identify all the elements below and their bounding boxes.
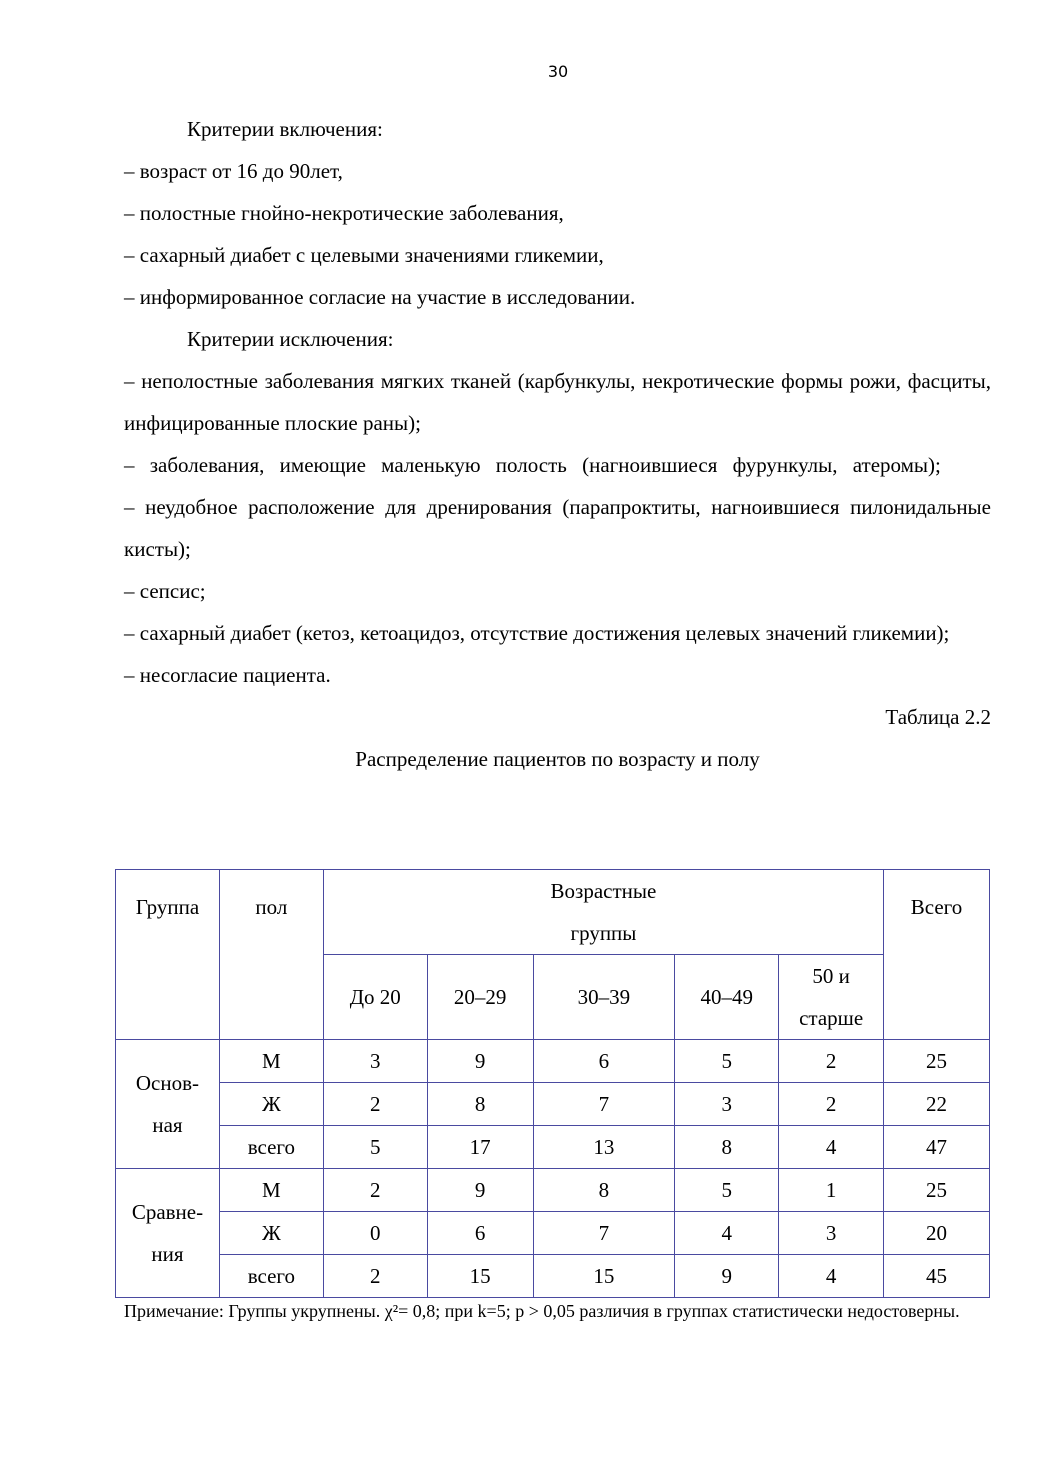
row-total: 45 [884, 1255, 990, 1298]
row-sex: М [219, 1169, 323, 1212]
table-cell: 8 [533, 1169, 675, 1212]
document-body [124, 108, 991, 780]
header-total: Всего [884, 870, 990, 1040]
header-sex: пол [219, 870, 323, 1040]
table-cell: 2 [779, 1083, 884, 1126]
table-cell: 2 [323, 1255, 427, 1298]
row-sex: Ж [219, 1083, 323, 1126]
group-name: Основ- ная [116, 1040, 220, 1169]
table-title: Распределение пациентов по возрасту и полу [355, 747, 760, 771]
table-cell: 7 [533, 1083, 675, 1126]
table-cell: 1 [779, 1169, 884, 1212]
exclusion-item: – неполостные заболевания мягких тканей (карбункулы, некротические формы рожи, фасциты, инфицированные плоские раны); [124, 369, 991, 435]
exclusion-item: – неудобное расположение для дренирования (парапроктиты, нагноившиеся пилонидальные кисты); [124, 495, 991, 561]
inclusion-item: – информированное согласие на участие в исследовании. [124, 285, 636, 309]
row-sex: М [219, 1040, 323, 1083]
table-cell: 8 [427, 1083, 533, 1126]
table-cell: 8 [675, 1126, 779, 1169]
table-cell: 6 [427, 1212, 533, 1255]
page-number: 30 [547, 62, 569, 81]
table-cell: 17 [427, 1126, 533, 1169]
table-row [116, 1083, 990, 1126]
table-cell: 4 [779, 1255, 884, 1298]
row-total: 47 [884, 1126, 990, 1169]
table-cell: 2 [323, 1083, 427, 1126]
inclusion-item: – возраст от 16 до 90лет, [124, 159, 343, 183]
table-row [116, 1040, 990, 1083]
table-cell: 4 [675, 1212, 779, 1255]
table-row [116, 1169, 990, 1212]
header-age: 30–39 [533, 955, 675, 1040]
row-total: 22 [884, 1083, 990, 1126]
row-total: 20 [884, 1212, 990, 1255]
inclusion-item: – сахарный диабет с целевыми значениями гликемии, [124, 243, 604, 267]
table-cell: 2 [779, 1040, 884, 1083]
table-cell: 9 [427, 1040, 533, 1083]
row-sex: всего [219, 1126, 323, 1169]
header-age: 40–49 [675, 955, 779, 1040]
inclusion-item: – полостные гнойно-некротические заболевания, [124, 201, 564, 225]
table-cell: 13 [533, 1126, 675, 1169]
row-sex: Ж [219, 1212, 323, 1255]
row-total: 25 [884, 1169, 990, 1212]
header-age-groups: Возрастные группы [323, 870, 883, 955]
exclusion-item: – несогласие пациента. [124, 663, 331, 687]
exclusion-item: – сахарный диабет (кетоз, кетоацидоз, отсутствие достижения целевых значений гликемии); [124, 621, 950, 645]
header-age: 20–29 [427, 955, 533, 1040]
row-sex: всего [219, 1255, 323, 1298]
table-label: Таблица 2.2 [885, 705, 991, 729]
table-cell: 9 [427, 1169, 533, 1212]
header-group: Группа [116, 870, 220, 1040]
exclusion-item: – сепсис; [124, 579, 206, 603]
header-age: 50 и старше [779, 955, 884, 1040]
header-age: До 20 [323, 955, 427, 1040]
inclusion-heading: Критерии включения: [187, 117, 383, 141]
table-note: Примечание: Группы укрупнены. χ²= 0,8; при k=5; p > 0,05 различия в группах статистически недостоверны. [124, 1301, 960, 1321]
age-sex-table [115, 869, 990, 1298]
table-row [116, 1255, 990, 1298]
table-cell: 9 [675, 1255, 779, 1298]
table-cell: 6 [533, 1040, 675, 1083]
table-cell: 3 [675, 1083, 779, 1126]
table-cell: 5 [675, 1040, 779, 1083]
table-cell: 3 [323, 1040, 427, 1083]
table-cell: 7 [533, 1212, 675, 1255]
row-total: 25 [884, 1040, 990, 1083]
table-cell: 3 [779, 1212, 884, 1255]
table-cell: 2 [323, 1169, 427, 1212]
exclusion-item: – заболевания, имеющие маленькую полость (нагноившиеся фурункулы, атеромы); [124, 453, 941, 477]
table-cell: 0 [323, 1212, 427, 1255]
table-cell: 15 [427, 1255, 533, 1298]
table-cell: 5 [323, 1126, 427, 1169]
group-name: Сравне- ния [116, 1169, 220, 1298]
table-cell: 5 [675, 1169, 779, 1212]
table-row [116, 1126, 990, 1169]
table-cell: 15 [533, 1255, 675, 1298]
exclusion-heading: Критерии исключения: [187, 327, 394, 351]
table-row [116, 1212, 990, 1255]
table-cell: 4 [779, 1126, 884, 1169]
